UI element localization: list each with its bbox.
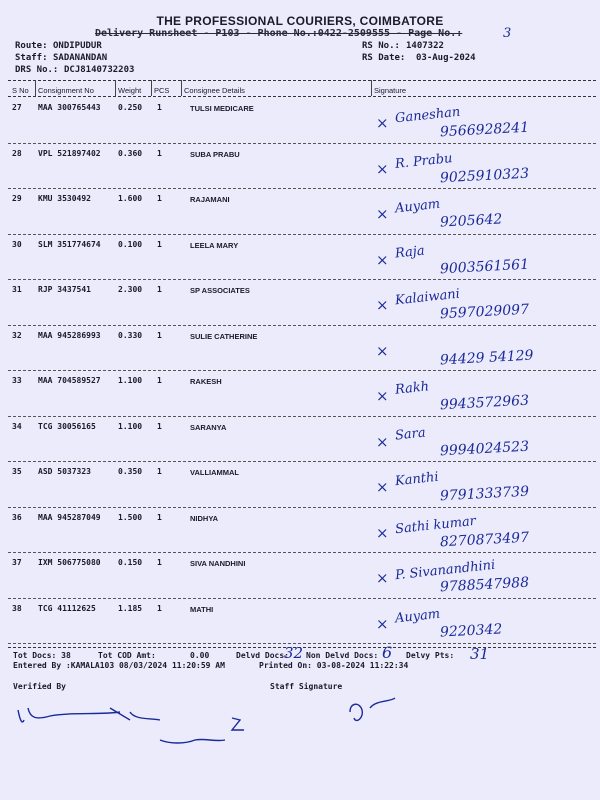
row-consignee: SARANYA <box>190 422 227 432</box>
rs-no-label: RS No.: <box>362 41 400 51</box>
row-pcs: 1 <box>157 467 162 476</box>
row-divider <box>8 461 596 462</box>
delvy-pts-hand: 31 <box>470 645 490 663</box>
row-signature-phone: 9943572963 <box>439 392 530 414</box>
row-signature-name: Kalaiwani <box>394 286 461 309</box>
row-sno: 36 <box>12 512 22 522</box>
row-signature-name: Auyam <box>394 196 441 217</box>
row-pcs: 1 <box>157 148 162 158</box>
col-header-pcs: PCS <box>154 86 170 95</box>
row-weight: 0.360 <box>118 148 143 158</box>
row-divider <box>8 234 596 235</box>
drs-label: DRS No.: <box>15 65 59 75</box>
header-top-rule <box>8 80 596 81</box>
row-weight: 1.185 <box>118 603 143 613</box>
row-signature-cross: × <box>376 296 389 314</box>
row-signature-phone: 9994024523 <box>439 438 530 459</box>
row-signature-name: Kanthi <box>394 469 440 490</box>
col-header-signature: Signature <box>374 86 407 95</box>
row-consignment: KMU 3530492 <box>38 194 91 203</box>
row-consignee: NIDHYA <box>190 513 219 523</box>
row-weight: 0.350 <box>118 467 143 476</box>
page-title: THE PROFESSIONAL COURIERS, COIMBATORE <box>156 14 444 28</box>
col-divider <box>115 80 116 96</box>
col-divider <box>181 80 182 96</box>
row-signature-name: Sara <box>394 424 427 444</box>
row-consignee: LEELA MARY <box>190 240 239 250</box>
non-delvd-label: Non Delvd Docs: <box>306 651 379 660</box>
row-signature-phone: 9205642 <box>439 211 503 231</box>
row-divider <box>8 279 596 280</box>
entered-by: Entered By :KAMALA103 08/03/2024 11:20:59 AM <box>13 661 225 670</box>
row-pcs: 1 <box>157 512 162 522</box>
row-signature-cross: × <box>376 432 389 451</box>
row-signature-phone: 94429 54129 <box>439 347 534 368</box>
row-signature-phone: 9025910323 <box>439 165 530 186</box>
row-signature-name: Raja <box>394 242 426 262</box>
row-consignee: TULSI MEDICARE <box>190 104 254 113</box>
row-sno: 27 <box>12 103 22 112</box>
row-signature-phone: 9220342 <box>439 620 503 641</box>
rs-date-label: RS Date: <box>362 53 406 63</box>
row-consignee: SP ASSOCIATES <box>190 286 250 295</box>
row-consignee: SULIE CATHERINE <box>190 331 258 341</box>
row-divider <box>8 143 596 144</box>
staff-label: Staff: <box>15 53 48 63</box>
row-sno: 32 <box>12 330 22 340</box>
row-signature-phone: 9788547988 <box>439 574 530 596</box>
page-number: 3 <box>503 26 512 41</box>
row-consignment: RJP 3437541 <box>38 285 91 294</box>
col-divider <box>35 80 36 96</box>
row-signature-cross: × <box>376 614 389 633</box>
delvy-pts-label: Delvy Pts: <box>406 651 455 660</box>
row-weight: 1.600 <box>118 194 143 203</box>
row-pcs: 1 <box>157 285 162 294</box>
row-sno: 35 <box>12 467 22 476</box>
row-pcs: 1 <box>157 558 162 567</box>
col-header-consignee: Consignee Details <box>184 86 245 95</box>
row-pcs: 1 <box>157 103 162 112</box>
row-weight: 0.330 <box>118 330 143 340</box>
drs-value: DCJ8140732203 <box>64 65 135 75</box>
col-header-weight: Weight <box>118 86 142 95</box>
row-sno: 30 <box>12 239 22 249</box>
col-divider <box>151 80 152 96</box>
runsheet-subtitle: Delivery Runsheet - P103 - Phone No.:0422-2509555 - Page No.: <box>95 28 463 39</box>
col-divider <box>371 80 372 96</box>
rs-date-value: 03-Aug-2024 <box>416 53 476 63</box>
row-divider <box>8 325 596 326</box>
row-signature-phone: 9003561561 <box>439 256 530 277</box>
row-signature-name: P. Sivanandhini <box>394 557 496 584</box>
row-pcs: 1 <box>157 239 162 249</box>
row-divider <box>8 507 596 508</box>
row-consignee: RAJAMANI <box>190 195 230 204</box>
row-sno: 33 <box>12 376 22 385</box>
row-divider <box>8 188 596 189</box>
row-signature-cross: × <box>376 114 389 132</box>
row-consignee: VALLIAMMAL <box>190 468 240 477</box>
row-consignee: RAKESH <box>190 377 222 386</box>
tot-cod-value: 0.00 <box>190 651 210 660</box>
row-divider <box>8 370 596 371</box>
row-signature-phone: 9597029097 <box>439 301 530 323</box>
verified-by-label: Verified By <box>13 682 66 691</box>
row-weight: 1.100 <box>118 421 143 431</box>
row-sno: 31 <box>12 285 22 294</box>
row-signature-name: Sathi kumar <box>394 513 477 537</box>
col-header-sno: S No <box>12 86 29 95</box>
row-weight: 0.250 <box>118 103 143 112</box>
row-signature-cross: × <box>376 159 389 178</box>
row-weight: 1.100 <box>118 376 143 385</box>
row-sno: 38 <box>12 603 22 613</box>
delvd-docs-hand: 32 <box>284 644 304 662</box>
col-header-consignment: Consignment No <box>38 86 94 95</box>
row-pcs: 1 <box>157 376 162 385</box>
row-divider <box>8 598 596 599</box>
row-signature-cross: × <box>376 523 389 542</box>
row-signature-cross: × <box>376 205 389 223</box>
row-signature-cross: × <box>376 478 389 496</box>
row-signature-cross: × <box>376 569 389 587</box>
row-signature-cross: × <box>376 341 389 360</box>
rs-no-value: 1407322 <box>406 41 444 51</box>
row-weight: 0.150 <box>118 558 143 567</box>
staff-signature-scrawl <box>350 698 395 720</box>
row-consignment: TCG 30056165 <box>38 421 96 431</box>
row-weight: 2.300 <box>118 285 143 294</box>
row-consignment: MAA 945287049 <box>38 512 101 522</box>
row-sno: 37 <box>12 558 22 567</box>
row-sno: 29 <box>12 194 22 203</box>
row-signature-name: R. Prabu <box>394 150 454 172</box>
row-consignment: TCG 41112625 <box>38 603 96 613</box>
staff-value: SADANANDAN <box>53 53 108 63</box>
row-consignment: MAA 300765443 <box>38 103 101 112</box>
row-pcs: 1 <box>157 603 162 613</box>
row-signature-phone: 8270873497 <box>439 529 530 550</box>
row-consignment: MAA 945286993 <box>38 330 101 340</box>
row-consignment: MAA 704589527 <box>38 376 101 385</box>
row-sno: 34 <box>12 421 22 431</box>
tot-cod-label: Tot COD Amt: <box>98 651 156 660</box>
row-consignee: MATHI <box>190 604 214 614</box>
row-pcs: 1 <box>157 330 162 340</box>
footer-signatures <box>10 690 590 760</box>
row-consignment: SLM 351774674 <box>38 239 101 249</box>
header-bottom-rule <box>8 96 596 97</box>
row-consignee: SUBA PRABU <box>190 149 240 159</box>
row-signature-name: Ganeshan <box>394 104 461 127</box>
row-consignment: VPL 521897402 <box>38 148 101 158</box>
verifier-initials-scrawl <box>160 718 244 743</box>
route-value: ONDIPUDUR <box>53 41 102 51</box>
row-consignment: IXM 506775080 <box>38 558 101 567</box>
row-signature-phone: 9791333739 <box>439 483 530 505</box>
route-label: Route: <box>15 41 48 51</box>
row-weight: 1.500 <box>118 512 143 522</box>
row-pcs: 1 <box>157 194 162 203</box>
row-signature-name: Auyam <box>394 606 441 626</box>
delvd-docs-label: Delvd Docs: <box>236 651 289 660</box>
row-divider <box>8 416 596 417</box>
tot-docs: Tot Docs: 38 <box>13 651 71 660</box>
row-sno: 28 <box>12 148 22 158</box>
row-consignment: ASD 5037323 <box>38 467 91 476</box>
row-divider <box>8 552 596 553</box>
row-weight: 0.100 <box>118 239 143 249</box>
row-consignee: SIVA NANDHINI <box>190 559 246 568</box>
row-signature-cross: × <box>376 250 389 269</box>
printed-on: Printed On: 03-08-2024 11:22:34 <box>259 661 409 670</box>
verifier-signature <box>18 708 160 722</box>
non-delvd-hand: 6 <box>382 643 393 662</box>
staff-signature-label: Staff Signature <box>270 682 343 691</box>
row-signature-phone: 9566928241 <box>439 119 530 141</box>
row-pcs: 1 <box>157 421 162 431</box>
row-signature-name: Rakh <box>394 379 430 398</box>
row-signature-cross: × <box>376 387 389 405</box>
